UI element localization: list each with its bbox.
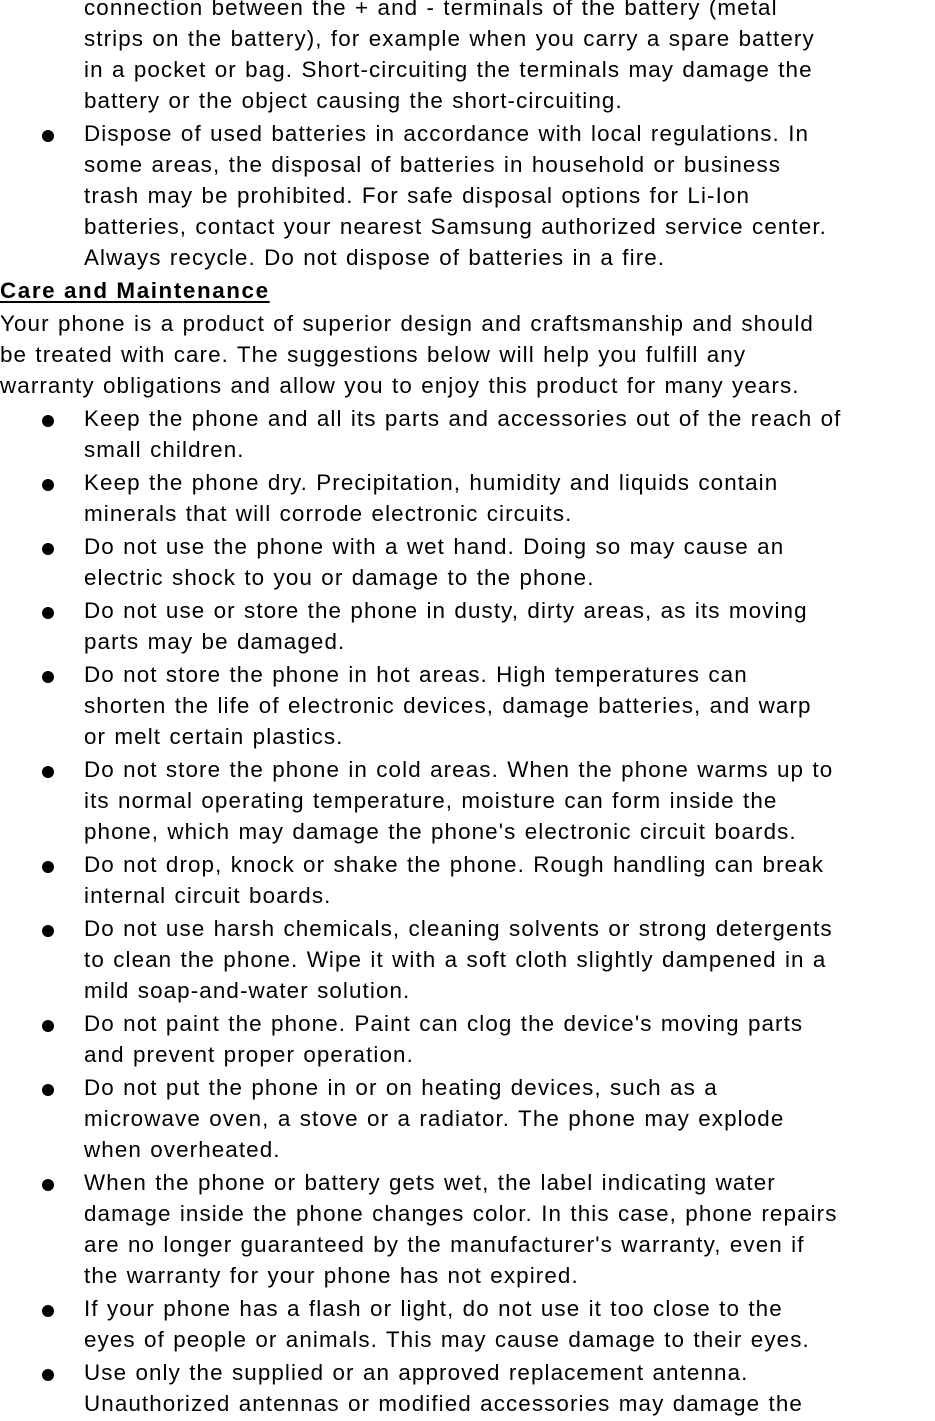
list-item	[0, 1008, 935, 1070]
bullet-icon	[42, 607, 54, 619]
list-item	[0, 118, 935, 273]
bullet-icon	[42, 1020, 54, 1032]
bullet-icon	[42, 543, 54, 555]
list-item	[0, 595, 935, 657]
bullet-icon	[42, 1084, 54, 1096]
list-item	[0, 1293, 935, 1355]
list-item	[0, 849, 935, 911]
list-item-text: connection between the + and - terminals of the battery (metal strips on the battery), for example when you carry a spare battery in a pocket or bag. Short-circuiting the terminals may damage the battery or the object causing the short-circuiting.	[84, 0, 815, 113]
care-list	[0, 403, 935, 1419]
list-item-text: Do not drop, knock or shake the phone. Rough handling can break internal circuit boards.	[84, 852, 825, 908]
list-item	[0, 531, 935, 593]
list-item	[0, 913, 935, 1006]
bullet-icon	[42, 1305, 54, 1317]
list-item	[0, 659, 935, 752]
list-item-text: Do not use the phone with a wet hand. Doing so may cause an electric shock to you or damage to the phone.	[84, 534, 785, 590]
list-item-text: Do not store the phone in hot areas. High temperatures can shorten the life of electronic devices, damage batteries, and warp or melt certain plastics.	[84, 662, 812, 749]
bullet-icon	[42, 415, 54, 427]
list-item-text: Dispose of used batteries in accordance with local regulations. In some areas, the disposal of batteries in household or business trash may be prohibited. For safe disposal options for Li-Ion batteries, contact your nearest Samsung authorized service center. Always recycle. Do not dispose of batteries in a fire.	[84, 121, 827, 270]
list-item-continued	[0, 0, 935, 116]
list-item	[0, 467, 935, 529]
list-item	[0, 403, 935, 465]
bullet-icon	[42, 925, 54, 937]
bullet-icon	[42, 766, 54, 778]
list-item-text: Use only the supplied or an approved replacement antenna. Unauthorized antennas or modified accessories may damage the	[84, 1360, 803, 1416]
intro-paragraph: Your phone is a product of superior design and craftsmanship and should be treated with care. The suggestions below will help you fulfill any warranty obligations and allow you to enjoy this product for many years.	[0, 311, 814, 398]
list-item	[0, 1072, 935, 1165]
bullet-icon	[42, 671, 54, 683]
section-heading: Care and Maintenance	[0, 278, 270, 303]
list-item-text: Keep the phone dry. Precipitation, humidity and liquids contain minerals that will corrode electronic circuits.	[84, 470, 779, 526]
list-item-text: Do not use harsh chemicals, cleaning solvents or strong detergents to clean the phone. Wipe it with a soft cloth slightly dampened in a mild soap-and-water solution.	[84, 916, 833, 1003]
bullet-icon	[42, 130, 54, 142]
list-item	[0, 754, 935, 847]
list-item	[0, 1357, 935, 1419]
list-item-text: Do not put the phone in or on heating devices, such as a microwave oven, a stove or a radiator. The phone may explode when overheated.	[84, 1075, 785, 1162]
list-item-text: Do not store the phone in cold areas. When the phone warms up to its normal operating temperature, moisture can form inside the phone, which may damage the phone's electronic circuit boards.	[84, 757, 834, 844]
bullet-icon	[42, 1369, 54, 1381]
list-item-text: Do not use or store the phone in dusty, dirty areas, as its moving parts may be damaged.	[84, 598, 808, 654]
bullet-icon	[42, 479, 54, 491]
list-item-text: Keep the phone and all its parts and accessories out of the reach of small children.	[84, 406, 842, 462]
list-item-text: If your phone has a flash or light, do not use it too close to the eyes of people or animals. This may cause damage to their eyes.	[84, 1296, 810, 1352]
bullet-icon	[42, 861, 54, 873]
list-item-text: Do not paint the phone. Paint can clog the device's moving parts and prevent proper operation.	[84, 1011, 804, 1067]
list-item	[0, 1167, 935, 1291]
list-item-text: When the phone or battery gets wet, the label indicating water damage inside the phone changes color. In this case, phone repairs are no longer guaranteed by the manufacturer's warranty, even if the warranty for your phone has not expired.	[84, 1170, 838, 1288]
bullet-icon	[42, 1179, 54, 1191]
